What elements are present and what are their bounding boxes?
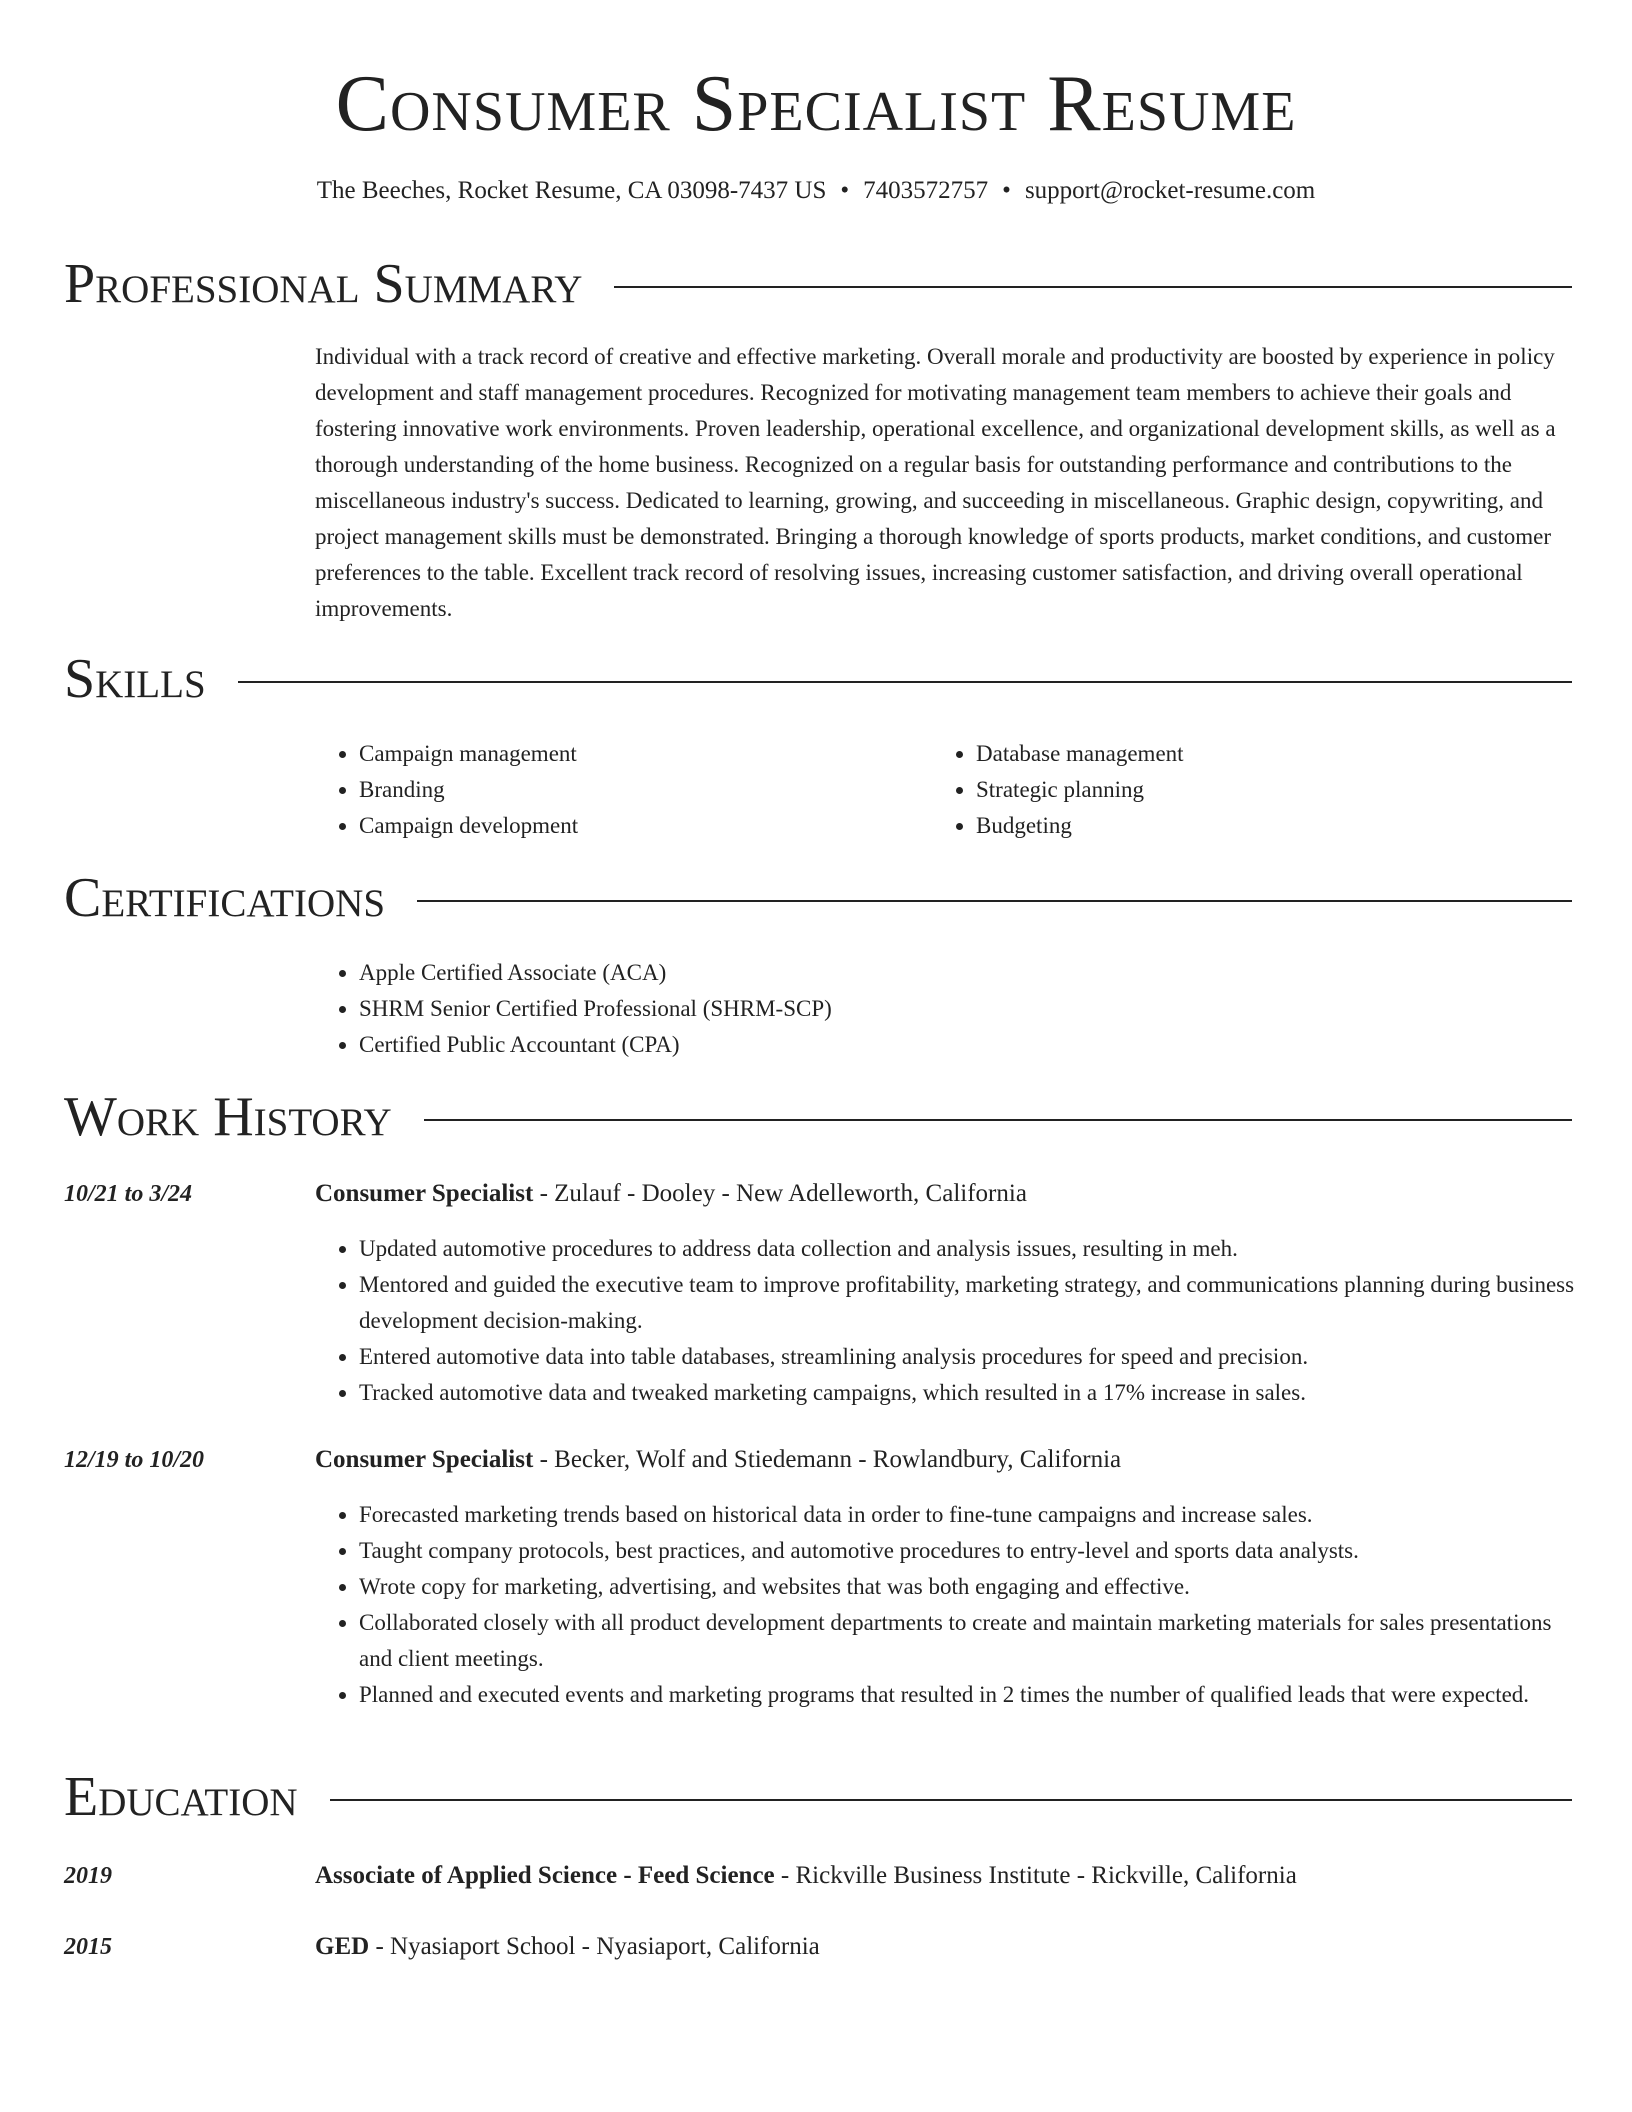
education-school: - Rickville Business Institute - Rickville, California [774,1862,1297,1889]
summary-section-header [64,250,1572,318]
education-entry [315,1930,1575,1964]
job-dates: 12/19 to 10/20 [64,1447,205,1473]
job-bullet: • Tracked automotive data and tweaked marketing campaigns, which resulted in a 17% increase in sales. [359,1375,1575,1411]
skill-item: • Campaign management [359,736,875,772]
contact-email: support@rocket-resume.com [1024,177,1316,204]
job-bullets-container [315,1497,1575,1713]
education-year: 2015 [64,1934,112,1960]
education-degree: GED [315,1933,370,1960]
contact-address: The Beeches, Rocket Resume, CA 03098-7437 US [316,177,827,204]
job-employer: - Zulauf - Dooley - New Adelleworth, California [533,1180,1027,1207]
job-bullets-container [315,1231,1575,1411]
job-bullet: • Entered automotive data into table databases, streamlining analysis procedures for speed and precision. [359,1339,1575,1375]
section-divider [614,286,1572,288]
skills-list-left [315,736,875,844]
job-bullet: • Forecasted marketing trends based on historical data in order to fine-tune campaigns and increase sales. [359,1497,1575,1533]
resume-title: Consumer Specialist Resume [335,60,1297,148]
section-divider [424,1119,1572,1121]
job-title-line [315,1443,1575,1477]
job-bullet: • Wrote copy for marketing, advertising, and websites that was both engaging and effective. [359,1569,1575,1605]
education-entry [315,1859,1575,1893]
education-degree: Associate of Applied Science - Feed Science [315,1862,775,1889]
education-school: - Nyasiaport School - Nyasiaport, California [369,1933,820,1960]
job-employer: - Becker, Wolf and Stiedemann - Rowlandbury, California [533,1446,1122,1473]
skill-item: • Campaign development [359,808,875,844]
skills-section-header [64,645,1572,713]
contact-separator: • [840,177,850,204]
summary-heading: Professional Summary [64,253,583,315]
skill-item: • Budgeting [976,808,1492,844]
job-bullet: • Updated automotive procedures to address data collection and analysis issues, resulting in meh. [359,1231,1575,1267]
job-bullets [315,1497,1575,1713]
section-divider [417,900,1572,902]
education-section-header [64,1763,1572,1831]
work-heading: Work History [64,1086,392,1148]
summary-text: Individual with a track record of creative and effective marketing. Overall morale and productivity are boosted by experience in policy development and staff management procedures. Recognized for motivating management team members to achieve their goals and fostering innovative work environments. Proven leadership, operational excellence, and organizational development skills, as well as a thorough understanding of the home business. Recognized on a regular basis for outstanding performance and contributions to the miscellaneous industry's success. Dedicated to learning, growing, and succeeding in miscellaneous. Graphic design, copywriting, and project management skills must be demonstrated. Bringing a thorough knowledge of sports products, market conditions, and customer preferences to the table. Excellent track record of resolving issues, increasing customer satisfaction, and driving overall operational improvements. [315,344,1556,621]
contact-line [0,174,1632,208]
certifications-section-header [64,864,1572,932]
skills-heading: Skills [64,648,206,710]
section-divider [238,681,1572,683]
job-role: Consumer Specialist [315,1180,534,1207]
job-role: Consumer Specialist [315,1446,534,1473]
section-divider [330,1799,1572,1801]
job-bullet: • Taught company protocols, best practices, and automotive procedures to entry-level and sports data analysts. [359,1533,1575,1569]
job-bullet: • Planned and executed events and marketing programs that resulted in 2 times the number of qualified leads that were expected. [359,1677,1575,1713]
certification-item: • SHRM Senior Certified Professional (SHRM-SCP) [359,991,1575,1027]
certifications-heading: Certifications [64,867,386,929]
job-title-line [315,1177,1575,1211]
skill-item: • Strategic planning [976,772,1492,808]
certification-item: • Apple Certified Associate (ACA) [359,955,1575,991]
contact-phone: 7403572757 [863,177,989,204]
work-section-header [64,1083,1572,1151]
job-bullet: • Mentored and guided the executive team to improve profitability, marketing strategy, and communications planning during business development decision-making. [359,1267,1575,1339]
skills-column-left [315,736,875,844]
certification-item: • Certified Public Accountant (CPA) [359,1027,1575,1063]
job-dates: 10/21 to 3/24 [64,1181,193,1207]
skill-item: • Database management [976,736,1492,772]
skills-list-right [932,736,1492,844]
skill-item: • Branding [359,772,875,808]
certifications-list [315,955,1575,1063]
contact-separator: • [1002,177,1011,204]
job-bullets [315,1231,1575,1411]
education-year: 2019 [64,1863,112,1889]
skills-column-right [932,736,1492,844]
education-heading: Education [64,1766,298,1828]
job-bullet: • Collaborated closely with all product development departments to create and maintain marketing materials for sales presentations and client meetings. [359,1605,1575,1677]
certifications-list-container [315,955,1575,1063]
